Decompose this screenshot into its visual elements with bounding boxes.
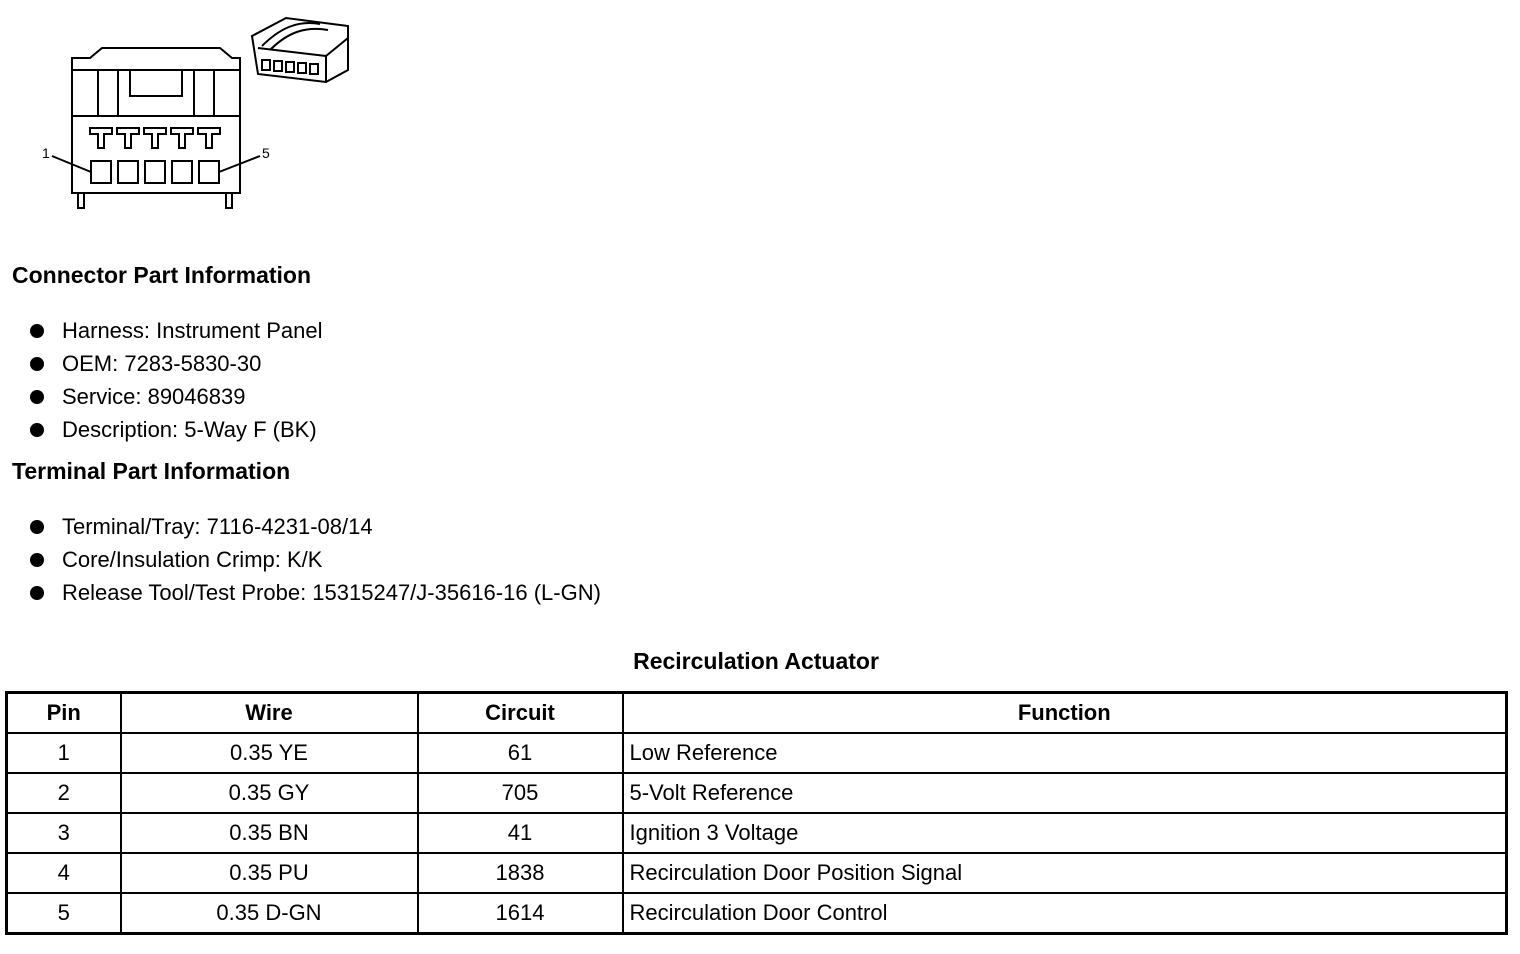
cell-circuit: 705 xyxy=(418,773,623,813)
connector-section-title: Connector Part Information xyxy=(12,262,312,288)
description-text: Description: 5-Way F (BK) xyxy=(62,417,317,442)
header-wire: Wire xyxy=(121,693,418,734)
table-row xyxy=(7,853,1507,893)
cell-function: Recirculation Door Control xyxy=(623,893,1507,934)
cell-wire: 0.35 PU xyxy=(121,853,418,893)
bullet-icon xyxy=(30,324,44,338)
list-item xyxy=(30,347,322,380)
connector-info-list xyxy=(30,314,322,446)
table-header-row xyxy=(7,693,1507,734)
table-row xyxy=(7,893,1507,934)
cell-function: Recirculation Door Position Signal xyxy=(623,853,1507,893)
cell-circuit: 1838 xyxy=(418,853,623,893)
terminal-section-title: Terminal Part Information xyxy=(12,458,291,484)
oem-text: OEM: 7283-5830-30 xyxy=(62,351,262,376)
cell-pin: 4 xyxy=(7,853,121,893)
cell-function: Low Reference xyxy=(623,733,1507,773)
pinout-table xyxy=(5,691,1508,935)
cell-wire: 0.35 D-GN xyxy=(121,893,418,934)
service-text: Service: 89046839 xyxy=(62,384,246,409)
bullet-icon xyxy=(30,553,44,567)
cell-pin: 1 xyxy=(7,733,121,773)
cell-pin: 2 xyxy=(7,773,121,813)
header-circuit: Circuit xyxy=(418,693,623,734)
bullet-icon xyxy=(30,586,44,600)
header-function: Function xyxy=(623,693,1507,734)
cell-wire: 0.35 GY xyxy=(121,773,418,813)
terminal-tray-text: Terminal/Tray: 7116-4231-08/14 xyxy=(62,514,373,539)
cell-function: 5-Volt Reference xyxy=(623,773,1507,813)
harness-text: Harness: Instrument Panel xyxy=(62,318,323,343)
cell-circuit: 41 xyxy=(418,813,623,853)
cell-wire: 0.35 BN xyxy=(121,813,418,853)
crimp-text: Core/Insulation Crimp: K/K xyxy=(62,547,323,572)
cell-wire: 0.35 YE xyxy=(121,733,418,773)
table-row xyxy=(7,733,1507,773)
connector-diagram xyxy=(30,8,370,218)
table-row xyxy=(7,773,1507,813)
table-caption: Recirculation Actuator xyxy=(633,648,879,674)
bullet-icon xyxy=(30,520,44,534)
list-item xyxy=(30,576,601,609)
pin-label-1: 1 xyxy=(42,145,50,161)
bullet-icon xyxy=(30,390,44,404)
cell-circuit: 61 xyxy=(418,733,623,773)
terminal-info-list xyxy=(30,510,601,609)
release-tool-text: Release Tool/Test Probe: 15315247/J-35616-16 (L-GN) xyxy=(62,580,601,605)
list-item xyxy=(30,413,322,446)
list-item xyxy=(30,314,322,347)
pin-label-5: 5 xyxy=(262,145,270,161)
cell-circuit: 1614 xyxy=(418,893,623,934)
list-item xyxy=(30,510,601,543)
header-pin: Pin xyxy=(7,693,121,734)
bullet-icon xyxy=(30,357,44,371)
table-row xyxy=(7,813,1507,853)
cell-pin: 3 xyxy=(7,813,121,853)
bullet-icon xyxy=(30,423,44,437)
list-item xyxy=(30,543,601,576)
cell-function: Ignition 3 Voltage xyxy=(623,813,1507,853)
cell-pin: 5 xyxy=(7,893,121,934)
list-item xyxy=(30,380,322,413)
